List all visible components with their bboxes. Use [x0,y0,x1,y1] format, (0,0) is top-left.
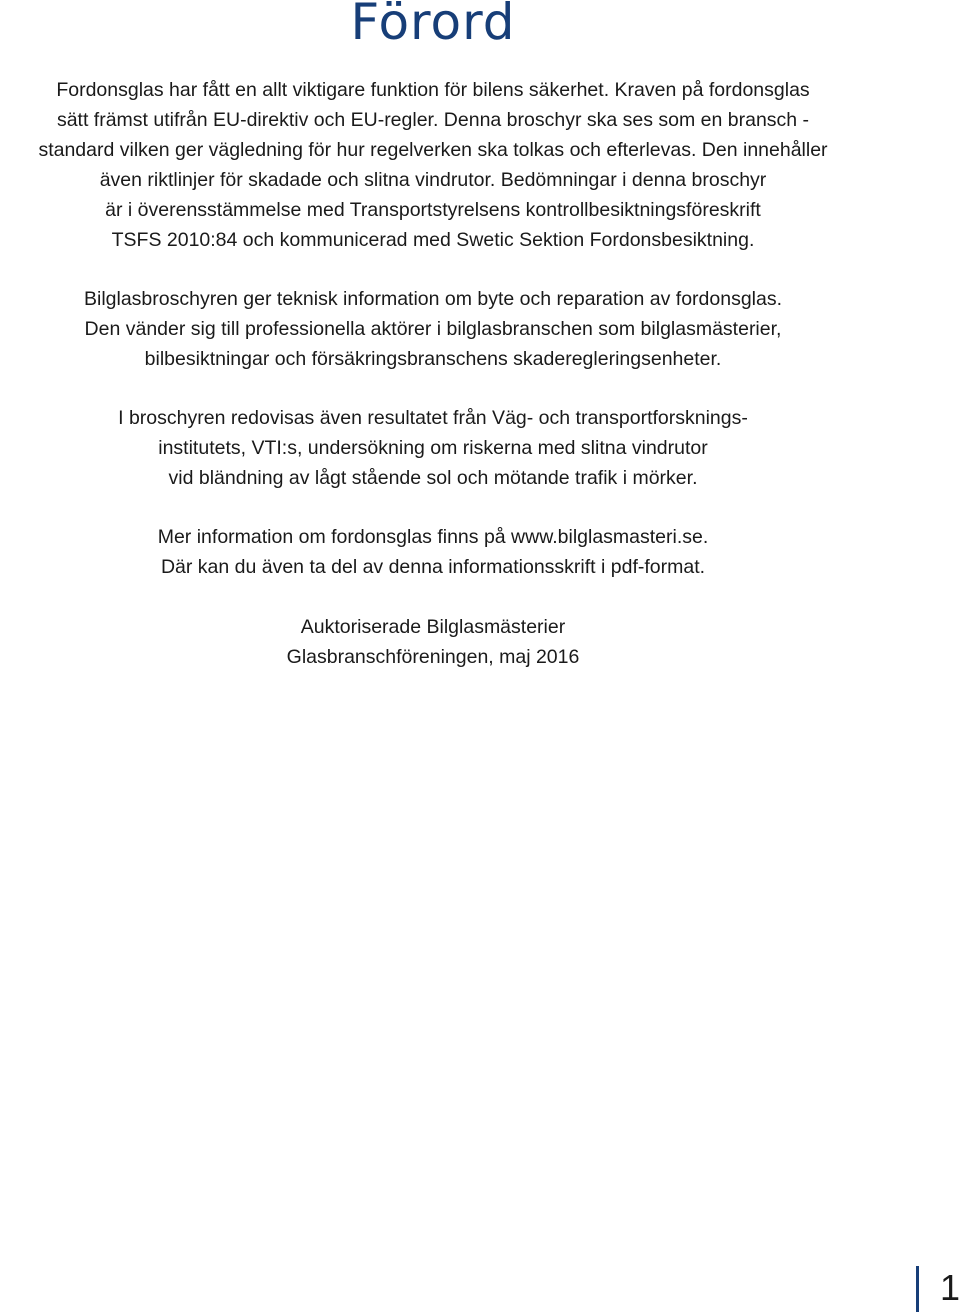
paragraph-line: även riktlinjer för skadade och slitna vindrutor. Bedömningar i denna broschyr [99,169,767,191]
vti-paragraph [0,403,866,493]
signature-line: Glasbranschföreningen, maj 2016 [286,646,580,668]
paragraph-line: vid bländning av lågt stående sol och mötande trafik i mörker. [168,467,698,489]
paragraph-line: I broschyren redovisas även resultatet från Väg- och transportforsknings- [118,407,748,429]
page-number-bar [916,1266,919,1312]
paragraph-line: Mer information om fordonsglas finns på www.bilglasmasteri.se. [157,526,709,548]
paragraph-line: Den vänder sig till professionella aktörer i bilglasbranschen som bilglasmästerier, [84,318,782,340]
audience-paragraph [0,284,866,374]
paragraph-line: Där kan du även ta del av denna informationsskrift i pdf-format. [160,556,706,578]
signature-line: Auktoriserade Bilglasmästerier [300,616,566,638]
paragraph-line: bilbesiktningar och försäkringsbranschens skaderegleringsenheter. [144,348,722,370]
intro-paragraph [0,75,866,255]
more-info-paragraph [0,522,866,582]
paragraph-line: Fordonsglas har fått en allt viktigare funktion för bilens säkerhet. Kraven på fordonsglas [56,79,810,101]
paragraph-line: sätt främst utifrån EU-direktiv och EU-regler. Denna broschyr ska ses som en bransch - [56,109,810,131]
paragraph-line: Bilglasbroschyren ger teknisk information om byte och reparation av fordonsglas. [83,288,783,310]
paragraph-line: är i överensstämmelse med Transportstyrelsens kontrollbesiktningsföreskrift [105,199,761,221]
paragraph-line: institutets, VTI:s, undersökning om riskerna med slitna vindrutor [158,437,708,459]
paragraph-line: standard vilken ger vägledning för hur regelverken ska tolkas och efterlevas. Den innehåller [38,139,828,161]
page-number-marker [914,1260,960,1316]
paragraph-line: TSFS 2010:84 och kommunicerad med Swetic Sektion Fordonsbesiktning. [111,229,755,251]
page-title: Förord [350,0,516,51]
page-number: 1 [940,1267,960,1308]
signature-paragraph [0,612,866,672]
